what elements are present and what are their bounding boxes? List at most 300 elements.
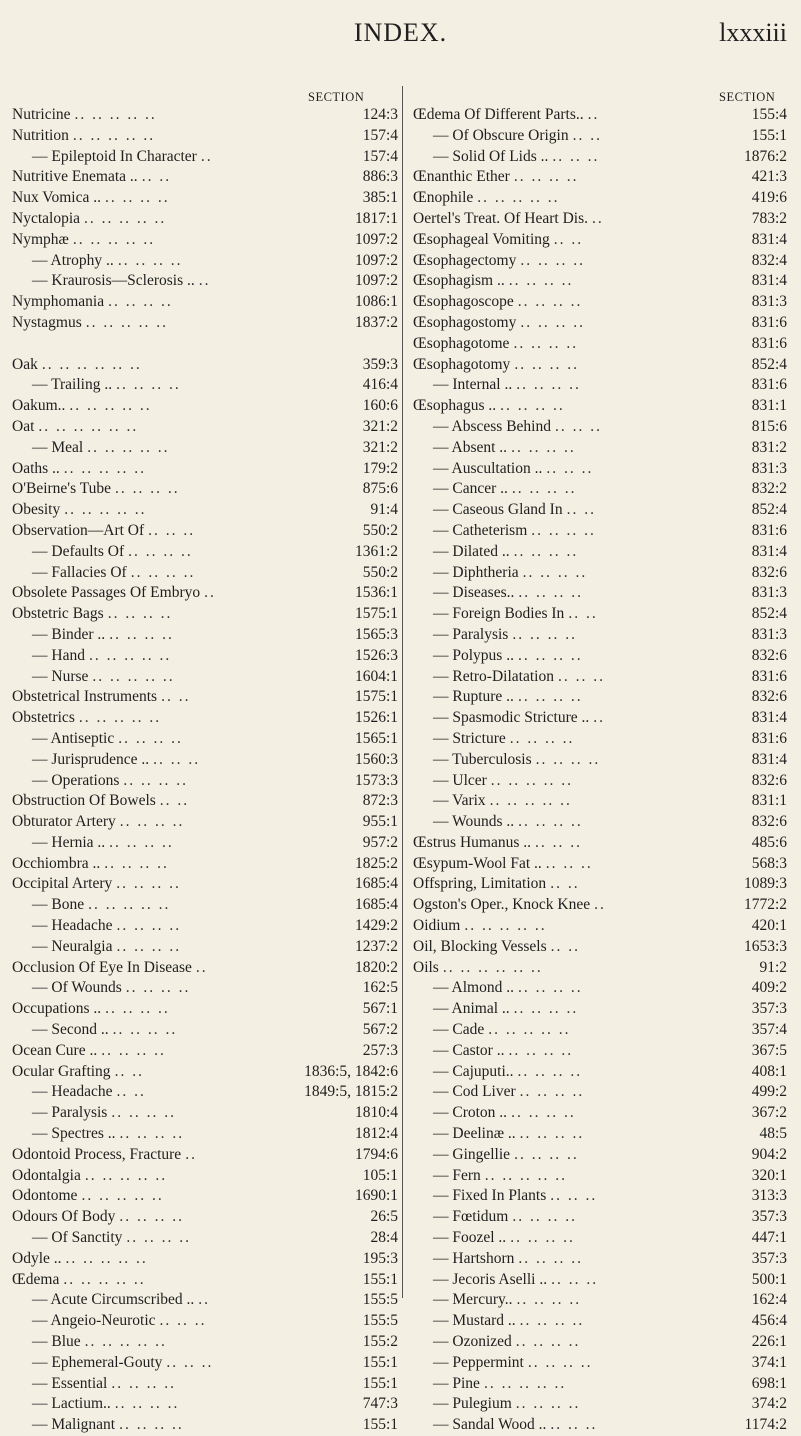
index-entry bbox=[12, 1332, 398, 1353]
entry-leader-dots: .. .. .. .. bbox=[535, 750, 601, 768]
entry-leader-dots: .. .. .. .. bbox=[517, 293, 583, 311]
entry-leader-dots: .. .. .. .. .. .. bbox=[442, 958, 543, 976]
entry-section-ref: 832:4 bbox=[751, 251, 787, 269]
entry-section-ref: 385:1 bbox=[362, 189, 398, 207]
index-entry bbox=[12, 105, 398, 126]
entry-term: — Jurisprudence .. bbox=[32, 750, 150, 768]
index-entry bbox=[12, 292, 398, 313]
entry-section-ref: 1565:1 bbox=[354, 729, 398, 747]
entry-leader-dots: .. .. .. .. bbox=[518, 1249, 583, 1267]
entry-term: Œsophagostomy bbox=[413, 313, 517, 331]
index-entry bbox=[12, 604, 398, 625]
entry-section-ref: 155:2 bbox=[362, 1333, 398, 1351]
index-entry bbox=[12, 479, 398, 500]
entry-leader-dots: .. .. .. .. bbox=[531, 521, 596, 539]
entry-section-ref: 447:1 bbox=[751, 1229, 787, 1247]
entry-term: — Antiseptic bbox=[32, 729, 115, 747]
entry-term: Oidium bbox=[413, 917, 461, 935]
entry-leader-dots: .. .. bbox=[572, 126, 602, 144]
index-entry bbox=[413, 313, 787, 334]
entry-leader-dots: .. .. .. .. bbox=[508, 272, 574, 290]
entry-leader-dots: .. .. .. .. bbox=[116, 875, 181, 893]
entry-leader-dots: .. .. .. bbox=[159, 1312, 207, 1330]
entry-term: — Neuralgia bbox=[32, 937, 113, 955]
entry-term: — Jecoris Aselli .. bbox=[433, 1270, 548, 1288]
entry-term: Ogston's Oper., Knock Knee bbox=[413, 896, 591, 914]
entry-section-ref: 155:1 bbox=[362, 1353, 398, 1371]
entry-leader-dots: .. bbox=[198, 1291, 211, 1309]
entry-leader-dots: .. .. .. .. bbox=[511, 480, 577, 498]
entry-term: — Pulegium bbox=[433, 1395, 512, 1413]
entry-section-ref: 105:1 bbox=[362, 1166, 398, 1184]
index-entry bbox=[413, 521, 787, 542]
entry-term: — Ephemeral-Gouty bbox=[32, 1353, 163, 1371]
entry-term: — Catheterism bbox=[433, 521, 528, 539]
entry-leader-dots: .. .. .. .. .. bbox=[483, 1374, 567, 1392]
entry-leader-dots: .. .. .. .. .. bbox=[92, 667, 175, 685]
entry-section-ref: 1876:2 bbox=[743, 147, 787, 165]
index-entry bbox=[413, 1270, 787, 1291]
index-entry bbox=[413, 750, 787, 771]
entry-section-ref: 1817:1 bbox=[354, 209, 398, 227]
entry-term: O'Beirne's Tube bbox=[12, 480, 112, 498]
entry-term: Obturator Artery bbox=[12, 813, 116, 831]
entry-term: — Abscess Behind bbox=[433, 417, 551, 435]
index-entry bbox=[413, 625, 787, 646]
entry-leader-dots: .. .. .. bbox=[551, 1270, 599, 1288]
index-entry bbox=[413, 542, 787, 563]
entry-term: Ocular Grafting bbox=[12, 1062, 111, 1080]
entry-section-ref: 1573:3 bbox=[354, 771, 398, 789]
index-entry bbox=[413, 105, 787, 126]
entry-section-ref: 408:1 bbox=[751, 1062, 787, 1080]
entry-section-ref: 367:5 bbox=[751, 1041, 787, 1059]
entry-leader-dots: .. .. bbox=[550, 937, 580, 955]
entry-term: — Blue bbox=[32, 1333, 81, 1351]
entry-term: Œsophagotome bbox=[413, 334, 510, 352]
index-entry bbox=[12, 126, 398, 147]
entry-term: — Mercury.. bbox=[433, 1291, 513, 1309]
entry-term: — Of Sanctity bbox=[32, 1229, 123, 1247]
entry-term: Nutritive Enemata .. bbox=[12, 168, 138, 186]
index-entry bbox=[12, 999, 398, 1020]
index-entry bbox=[413, 1311, 787, 1332]
entry-leader-dots: .. .. .. .. .. bbox=[490, 771, 574, 789]
entry-term: — Wounds .. bbox=[433, 813, 515, 831]
entry-leader-dots: .. .. bbox=[116, 1083, 146, 1101]
page-number: lxxxiii bbox=[719, 18, 787, 47]
entry-section-ref: 1565:3 bbox=[354, 625, 398, 643]
entry-section-ref: 157:4 bbox=[362, 147, 398, 165]
index-entry bbox=[12, 1082, 398, 1103]
entry-list-right bbox=[413, 105, 787, 1436]
entry-term: — Polypus .. bbox=[433, 646, 514, 664]
entry-leader-dots: .. .. .. .. bbox=[130, 563, 196, 581]
index-entry bbox=[413, 646, 787, 667]
entry-term: Œsophagus .. bbox=[413, 397, 497, 415]
entry-leader-dots: .. .. .. .. bbox=[515, 1395, 581, 1413]
index-entry bbox=[413, 438, 787, 459]
entry-section-ref: 567:1 bbox=[362, 1000, 398, 1018]
entry-section-ref: 831:4 bbox=[751, 750, 787, 768]
index-entry bbox=[413, 417, 787, 438]
entry-leader-dots: .. bbox=[587, 106, 600, 123]
entry-term: — Solid Of Lids .. bbox=[433, 147, 549, 165]
index-entry bbox=[413, 1041, 787, 1062]
index-entry bbox=[12, 167, 398, 188]
index-entry bbox=[12, 1228, 398, 1249]
entry-leader-dots: .. .. .. .. bbox=[104, 189, 170, 207]
blank-spacer bbox=[12, 334, 398, 355]
entry-section-ref: 321:2 bbox=[362, 438, 398, 456]
index-entry bbox=[12, 251, 398, 272]
entry-section-ref: 1810:4 bbox=[354, 1104, 398, 1122]
entry-section-ref: 831:4 bbox=[751, 272, 787, 290]
entry-section-ref: 155:5 bbox=[362, 1312, 398, 1330]
entry-term: Odyle .. bbox=[12, 1249, 62, 1267]
entry-section-ref: 832:6 bbox=[751, 813, 787, 831]
entry-term: Œdema Of Different Parts.. bbox=[413, 106, 584, 123]
entry-leader-dots: .. .. .. .. bbox=[512, 1208, 577, 1226]
entry-term: — Bone bbox=[32, 896, 85, 914]
entry-section-ref: 831:6 bbox=[751, 334, 787, 352]
entry-leader-dots: .. .. .. .. bbox=[513, 1000, 579, 1018]
entry-term: — Rupture .. bbox=[433, 688, 514, 706]
entry-section-ref: 875:6 bbox=[362, 480, 398, 498]
entry-term: Obstetrics bbox=[12, 709, 75, 727]
entry-section-ref: 1685:4 bbox=[354, 896, 398, 914]
entry-leader-dots: .. .. .. .. .. .. bbox=[38, 417, 139, 435]
entry-section-ref: 179:2 bbox=[362, 459, 398, 477]
entry-list-left bbox=[12, 105, 398, 1436]
entry-term: Occlusion Of Eye In Disease bbox=[12, 958, 192, 976]
column-divider bbox=[402, 86, 403, 1298]
index-entry bbox=[12, 375, 398, 396]
entry-leader-dots: .. bbox=[591, 209, 604, 227]
entry-section-ref: 91:2 bbox=[759, 958, 787, 976]
entry-section-ref: 831:6 bbox=[751, 376, 787, 394]
index-entry bbox=[12, 687, 398, 708]
entry-leader-dots: .. .. .. .. bbox=[119, 1416, 184, 1434]
index-entry bbox=[12, 1041, 398, 1062]
entry-leader-dots: .. .. .. .. bbox=[519, 1312, 585, 1330]
entry-section-ref: 155:4 bbox=[751, 106, 787, 123]
entry-term: — Angeio-Neurotic bbox=[32, 1312, 156, 1330]
entry-section-ref: 321:2 bbox=[362, 417, 398, 435]
entry-section-ref: 550:2 bbox=[362, 521, 398, 539]
entry-term: Occhiombra .. bbox=[12, 854, 101, 872]
entry-term: — Auscultation .. bbox=[433, 459, 543, 477]
entry-term: — Cod Liver bbox=[433, 1083, 516, 1101]
entry-leader-dots: .. .. .. .. bbox=[119, 1125, 185, 1143]
entry-section-ref: 1097:2 bbox=[354, 272, 398, 290]
entry-term: Œsophagectomy bbox=[413, 251, 517, 269]
entry-leader-dots: .. .. .. bbox=[554, 417, 602, 435]
entry-leader-dots: .. .. bbox=[159, 792, 190, 810]
entry-leader-dots: .. .. .. .. bbox=[520, 251, 585, 269]
entry-term: — Peppermint bbox=[433, 1353, 524, 1371]
index-entry bbox=[12, 1207, 398, 1228]
entry-term: Nyctalopia bbox=[12, 209, 81, 227]
entry-term: — Foozel .. bbox=[433, 1229, 507, 1247]
entry-term: — Paralysis bbox=[32, 1104, 108, 1122]
index-entry bbox=[12, 791, 398, 812]
entry-term: Occupations .. bbox=[12, 1000, 102, 1018]
entry-section-ref: 831:6 bbox=[751, 521, 787, 539]
entry-term: Observation—Art Of bbox=[12, 521, 145, 539]
index-entry bbox=[12, 459, 398, 480]
entry-term: Œdema bbox=[12, 1270, 60, 1288]
entry-leader-dots: .. .. .. .. bbox=[511, 1104, 576, 1122]
entry-section-ref: 26:5 bbox=[370, 1208, 398, 1226]
entry-section-ref: 419:6 bbox=[751, 189, 787, 207]
index-entry bbox=[12, 188, 398, 209]
entry-leader-dots: .. .. .. bbox=[550, 1416, 598, 1434]
index-entry bbox=[12, 1394, 398, 1415]
entry-leader-dots: .. .. .. .. bbox=[128, 542, 193, 560]
entry-section-ref: 957:2 bbox=[362, 833, 398, 851]
entry-leader-dots: .. .. .. bbox=[546, 459, 594, 477]
entry-leader-dots: .. .. .. .. bbox=[513, 334, 579, 352]
entry-leader-dots: .. .. .. .. bbox=[119, 1208, 184, 1226]
entry-leader-dots: .. .. .. .. bbox=[519, 1083, 585, 1101]
page-header bbox=[0, 18, 801, 58]
entry-leader-dots: .. .. bbox=[553, 230, 584, 248]
index-entry bbox=[12, 708, 398, 729]
index-entry bbox=[413, 812, 787, 833]
entry-leader-dots: .. .. .. .. bbox=[527, 1353, 593, 1371]
index-entry bbox=[12, 542, 398, 563]
entry-section-ref: 1526:3 bbox=[354, 646, 398, 664]
entry-term: — Second .. bbox=[32, 1021, 109, 1039]
index-entry bbox=[12, 1311, 398, 1332]
entry-section-ref: 155:5 bbox=[362, 1291, 398, 1309]
entry-leader-dots: .. .. .. .. bbox=[112, 1021, 178, 1039]
entry-section-ref: 499:2 bbox=[751, 1083, 787, 1101]
entry-section-ref: 831:1 bbox=[751, 397, 787, 415]
entry-term: Œsypum-Wool Fat .. bbox=[413, 854, 542, 872]
entry-leader-dots: .. .. .. .. bbox=[514, 355, 579, 373]
entry-section-ref: 359:3 bbox=[362, 355, 398, 373]
entry-term: — Dilated .. bbox=[433, 542, 510, 560]
index-entry bbox=[413, 916, 787, 937]
entry-leader-dots: .. .. .. .. bbox=[510, 1229, 575, 1247]
entry-term: Œsophagism .. bbox=[413, 272, 505, 290]
entry-term: Odontome bbox=[12, 1187, 78, 1205]
entry-leader-dots: .. .. .. .. bbox=[511, 438, 576, 456]
entry-section-ref: 157:4 bbox=[362, 126, 398, 144]
index-entry bbox=[12, 583, 398, 604]
index-entry bbox=[12, 313, 398, 334]
section-label-left: SECTION bbox=[308, 90, 365, 104]
entry-term: Œnanthic Ether bbox=[413, 168, 510, 186]
entry-leader-dots: .. .. .. .. bbox=[104, 854, 169, 872]
index-entry bbox=[413, 500, 787, 521]
index-entry bbox=[12, 1103, 398, 1124]
index-entry bbox=[413, 874, 787, 895]
entry-section-ref: 226:1 bbox=[751, 1333, 787, 1351]
entry-section-ref: 1653:3 bbox=[743, 937, 787, 955]
entry-leader-dots: .. .. .. .. .. bbox=[88, 646, 172, 664]
entry-leader-dots: .. .. .. .. bbox=[500, 397, 565, 415]
entry-section-ref: 1097:2 bbox=[354, 230, 398, 248]
entry-term: Nux Vomica .. bbox=[12, 189, 101, 207]
entry-term: Obesity bbox=[12, 501, 61, 519]
entry-term: — Ozonized bbox=[433, 1333, 512, 1351]
index-entry bbox=[12, 750, 398, 771]
entry-section-ref: 91:4 bbox=[370, 501, 398, 519]
index-entry bbox=[413, 479, 787, 500]
entry-leader-dots: .. .. .. .. .. bbox=[87, 438, 170, 456]
entry-leader-dots: .. .. .. .. bbox=[125, 979, 191, 997]
entry-leader-dots: .. .. .. .. bbox=[116, 937, 182, 955]
entry-section-ref: 1794:6 bbox=[354, 1145, 398, 1163]
entry-section-ref: 852:4 bbox=[751, 355, 787, 373]
entry-section-ref: 831:1 bbox=[751, 792, 787, 810]
entry-term: — Diphtheria bbox=[433, 563, 519, 581]
entry-section-ref: 852:4 bbox=[751, 605, 787, 623]
entry-leader-dots: .. .. .. .. .. bbox=[65, 1249, 148, 1267]
index-entry bbox=[413, 1186, 787, 1207]
entry-section-ref: 1812:4 bbox=[354, 1125, 398, 1143]
entry-term: — Absent .. bbox=[433, 438, 508, 456]
entry-section-ref: 155:1 bbox=[362, 1270, 398, 1288]
entry-term: — Almond .. bbox=[433, 979, 514, 997]
entry-term: Oat bbox=[12, 417, 35, 435]
entry-section-ref: 409:2 bbox=[751, 979, 787, 997]
entry-section-ref: 1097:2 bbox=[354, 251, 398, 269]
entry-section-ref: 1837:2 bbox=[354, 313, 398, 331]
entry-term: — Sandal Wood .. bbox=[433, 1416, 547, 1434]
entry-leader-dots: .. .. .. .. bbox=[512, 625, 577, 643]
index-entry bbox=[413, 1415, 787, 1436]
index-entry bbox=[12, 625, 398, 646]
entry-term: — Fœtidum bbox=[433, 1208, 509, 1226]
entry-term: — Cade bbox=[433, 1021, 485, 1039]
index-entry bbox=[12, 874, 398, 895]
entry-leader-dots: .. bbox=[195, 958, 208, 976]
entry-leader-dots: .. .. .. .. bbox=[116, 917, 182, 935]
entry-section-ref: 1604:1 bbox=[354, 667, 398, 685]
entry-section-ref: 367:2 bbox=[751, 1104, 787, 1122]
entry-section-ref: 1536:1 bbox=[354, 584, 398, 602]
index-entry bbox=[12, 1353, 398, 1374]
entry-section-ref: 257:3 bbox=[362, 1041, 398, 1059]
entry-term: Obstetrical Instruments bbox=[12, 688, 158, 706]
entry-leader-dots: .. .. .. .. bbox=[108, 293, 173, 311]
entry-term: Odontalgia bbox=[12, 1166, 81, 1184]
entry-section-ref: 48:5 bbox=[759, 1125, 787, 1143]
index-entry bbox=[413, 978, 787, 999]
entry-term: — Hand bbox=[32, 646, 85, 664]
entry-term: Nutrition bbox=[12, 126, 69, 144]
entry-section-ref: 374:1 bbox=[751, 1353, 787, 1371]
entry-leader-dots: .. .. .. .. bbox=[118, 729, 183, 747]
entry-term: — Gingellie bbox=[433, 1145, 511, 1163]
entry-section-ref: 831:6 bbox=[751, 667, 787, 685]
entry-section-ref: 485:6 bbox=[751, 833, 787, 851]
index-entry bbox=[12, 1290, 398, 1311]
entry-term: Oakum.. bbox=[12, 397, 66, 415]
entry-leader-dots: .. bbox=[204, 584, 216, 602]
entry-leader-dots: .. .. bbox=[566, 501, 596, 519]
entry-leader-dots: .. .. .. .. .. bbox=[477, 189, 560, 207]
entry-section-ref: 698:1 bbox=[751, 1374, 787, 1392]
index-entry bbox=[12, 1145, 398, 1166]
entry-term: Odontoid Process, Fracture bbox=[12, 1145, 182, 1163]
entry-term: Occipital Artery bbox=[12, 875, 113, 893]
entry-leader-dots: .. .. .. bbox=[552, 147, 600, 165]
index-entry bbox=[413, 999, 787, 1020]
entry-leader-dots: .. .. .. .. bbox=[109, 625, 174, 643]
entry-leader-dots: .. .. .. bbox=[545, 854, 593, 872]
entry-term: — Fern bbox=[433, 1166, 481, 1184]
entry-leader-dots: .. .. .. bbox=[153, 750, 201, 768]
entry-leader-dots: .. .. bbox=[161, 688, 191, 706]
entry-section-ref: 420:1 bbox=[751, 917, 787, 935]
entry-term: — Mustard .. bbox=[433, 1312, 516, 1330]
entry-leader-dots: .. .. .. .. .. bbox=[78, 709, 162, 727]
index-entry bbox=[12, 209, 398, 230]
entry-leader-dots: .. .. .. .. .. bbox=[464, 917, 547, 935]
entry-term: — Croton .. bbox=[433, 1104, 508, 1122]
entry-leader-dots: .. .. .. .. bbox=[514, 1145, 579, 1163]
entry-leader-dots: .. .. .. .. .. bbox=[88, 896, 171, 914]
entry-term: Nymphomania bbox=[12, 293, 105, 311]
entry-section-ref: 831:6 bbox=[751, 313, 787, 331]
entry-leader-dots: .. .. .. bbox=[550, 1187, 598, 1205]
entry-term: — Retro-Dilatation bbox=[433, 667, 554, 685]
entry-leader-dots: .. .. .. .. bbox=[513, 542, 579, 560]
entry-section-ref: 1820:2 bbox=[354, 958, 398, 976]
entry-leader-dots: .. .. .. .. bbox=[508, 1041, 574, 1059]
entry-leader-dots: .. .. .. .. bbox=[513, 168, 579, 186]
entry-section-ref: 421:3 bbox=[751, 168, 787, 186]
entry-section-ref: 357:3 bbox=[751, 1249, 787, 1267]
entry-term: Obstetric Bags bbox=[12, 605, 104, 623]
entry-leader-dots: .. .. .. .. bbox=[518, 584, 583, 602]
index-entry bbox=[12, 230, 398, 251]
entry-section-ref: 831:3 bbox=[751, 584, 787, 602]
entry-term: — Caseous Gland In bbox=[433, 501, 563, 519]
entry-leader-dots: .. .. .. .. .. bbox=[85, 313, 168, 331]
entry-section-ref: 1526:1 bbox=[354, 709, 398, 727]
entry-section-ref: 852:4 bbox=[751, 501, 787, 519]
entry-term: — Deelinæ .. bbox=[433, 1125, 516, 1143]
entry-section-ref: 1772:2 bbox=[743, 896, 787, 914]
entry-leader-dots: .. .. .. .. bbox=[116, 376, 181, 394]
index-entry bbox=[12, 958, 398, 979]
entry-term: Oil, Blocking Vessels bbox=[413, 937, 547, 955]
index-entry bbox=[413, 230, 787, 251]
entry-leader-dots: .. .. .. .. .. bbox=[81, 1187, 164, 1205]
entry-leader-dots: .. .. .. .. bbox=[520, 313, 585, 331]
entry-leader-dots: .. .. .. .. bbox=[123, 771, 189, 789]
entry-term: — Animal .. bbox=[433, 1000, 510, 1018]
index-entry bbox=[413, 895, 787, 916]
entry-term: — Essential bbox=[32, 1374, 108, 1392]
entry-section-ref: 955:1 bbox=[362, 813, 398, 831]
entry-term: — Fallacies Of bbox=[32, 563, 127, 581]
index-entry bbox=[413, 958, 787, 979]
index-entry bbox=[413, 604, 787, 625]
index-entry bbox=[12, 417, 398, 438]
entry-leader-dots: .. .. .. .. .. bbox=[84, 1166, 168, 1184]
entry-leader-dots: .. .. .. .. bbox=[517, 688, 583, 706]
entry-leader-dots: .. .. .. .. bbox=[516, 376, 581, 394]
index-entry bbox=[413, 1353, 787, 1374]
index-entry bbox=[413, 833, 787, 854]
